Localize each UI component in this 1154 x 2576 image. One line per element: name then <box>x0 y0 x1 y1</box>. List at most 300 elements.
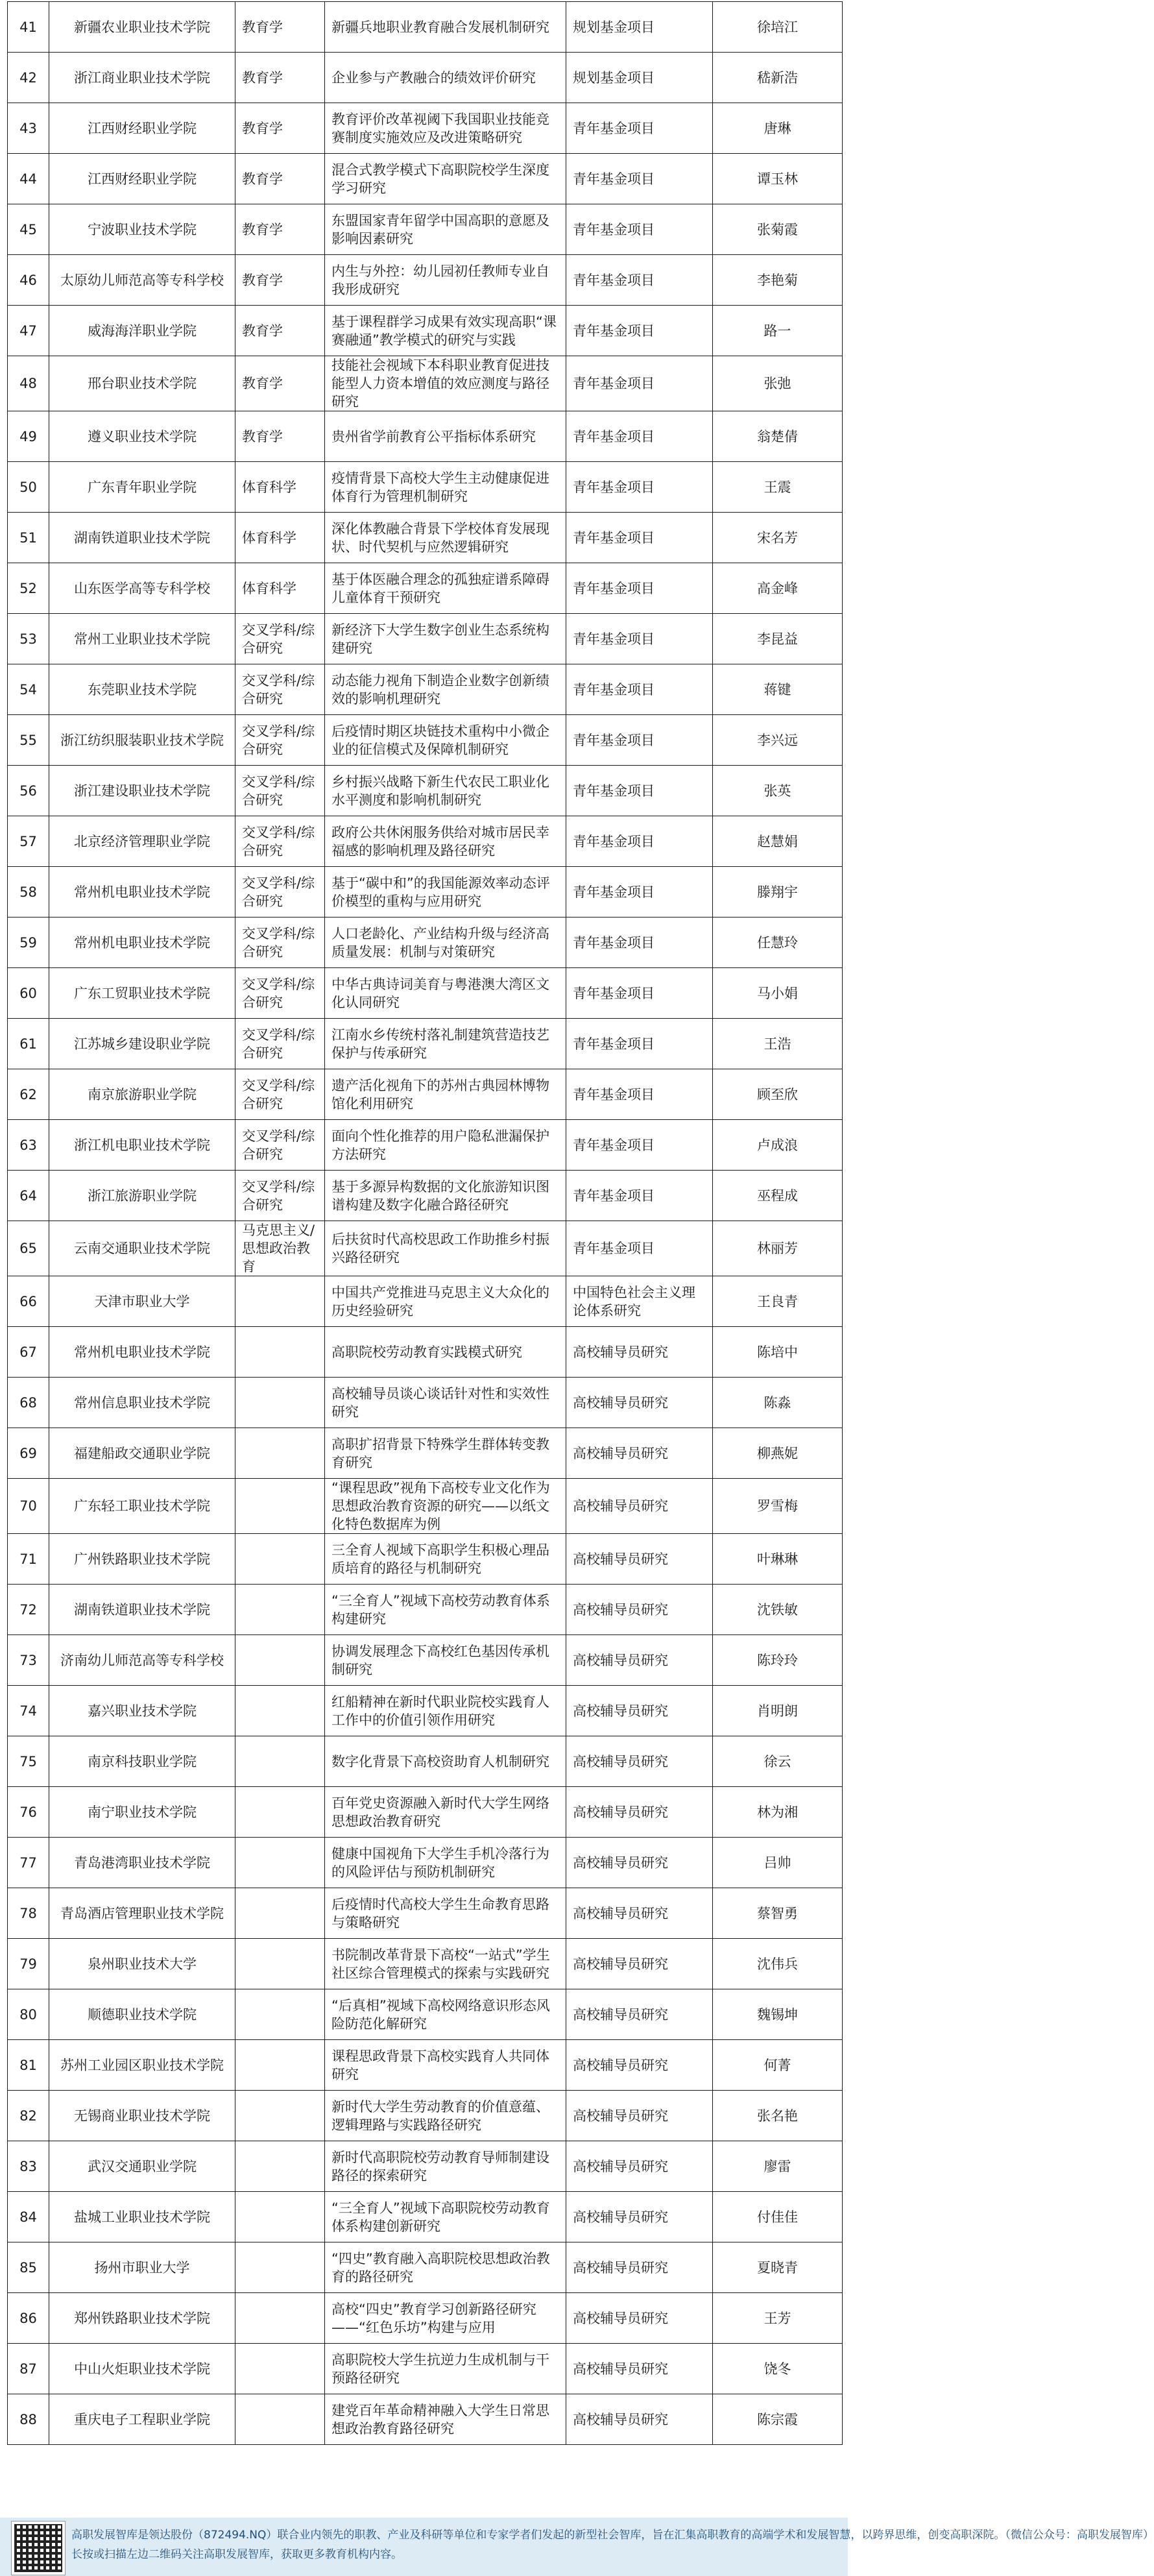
project-type: 青年基金项目 <box>566 715 713 766</box>
principal-investigator: 夏晓青 <box>713 2242 843 2293</box>
principal-investigator: 巫程成 <box>713 1171 843 1221</box>
discipline <box>235 1838 325 1888</box>
principal-investigator: 李艳菊 <box>713 255 843 306</box>
row-number: 55 <box>8 715 49 766</box>
project-title: 后扶贫时代高校思政工作助推乡村振兴路径研究 <box>325 1221 566 1276</box>
table-row <box>8 968 843 1019</box>
principal-investigator: 王良青 <box>713 1276 843 1327</box>
table-row <box>8 1736 843 1787</box>
project-type: 高校辅导员研究 <box>566 2293 713 2344</box>
principal-investigator: 蒋键 <box>713 664 843 715</box>
project-title: 健康中国视角下大学生手机冷落行为的风险评估与预防机制研究 <box>325 1838 566 1888</box>
project-type: 青年基金项目 <box>566 154 713 204</box>
row-number: 59 <box>8 917 49 968</box>
school-name: 威海海洋职业学院 <box>49 306 235 356</box>
principal-investigator: 路一 <box>713 306 843 356</box>
table-row <box>8 1585 843 1635</box>
project-type: 青年基金项目 <box>566 1019 713 1069</box>
principal-investigator: 翁楚倩 <box>713 411 843 462</box>
table-row <box>8 2040 843 2091</box>
project-type: 青年基金项目 <box>566 411 713 462</box>
project-type: 高校辅导员研究 <box>566 2091 713 2141</box>
project-type: 高校辅导员研究 <box>566 1686 713 1736</box>
project-title: 新时代高职院校劳动教育导师制建设路径的探索研究 <box>325 2141 566 2192</box>
row-number: 43 <box>8 103 49 154</box>
discipline: 交叉学科/综合研究 <box>235 715 325 766</box>
project-title: 教育评价改革视阈下我国职业技能竞赛制度实施效应及改进策略研究 <box>325 103 566 154</box>
principal-investigator: 廖雷 <box>713 2141 843 2192</box>
row-number: 50 <box>8 462 49 513</box>
project-title: 混合式教学模式下高职院校学生深度学习研究 <box>325 154 566 204</box>
table-row <box>8 1838 843 1888</box>
row-number: 63 <box>8 1120 49 1171</box>
discipline <box>235 1534 325 1585</box>
school-name: 江西财经职业学院 <box>49 154 235 204</box>
principal-investigator: 李兴远 <box>713 715 843 766</box>
project-type: 高校辅导员研究 <box>566 2192 713 2242</box>
principal-investigator: 嵇新浩 <box>713 53 843 103</box>
school-name: 浙江纺织服装职业技术学院 <box>49 715 235 766</box>
row-number: 56 <box>8 766 49 816</box>
project-type: 高校辅导员研究 <box>566 1787 713 1838</box>
discipline <box>235 2091 325 2141</box>
table-row <box>8 766 843 816</box>
school-name: 遵义职业技术学院 <box>49 411 235 462</box>
discipline <box>235 1585 325 1635</box>
table-row <box>8 917 843 968</box>
table-row <box>8 1378 843 1428</box>
school-name: 济南幼儿师范高等专科学校 <box>49 1635 235 1686</box>
project-type: 青年基金项目 <box>566 867 713 917</box>
project-type: 青年基金项目 <box>566 614 713 664</box>
table-row <box>8 1787 843 1838</box>
row-number: 44 <box>8 154 49 204</box>
principal-investigator: 张弛 <box>713 356 843 411</box>
school-name: 中山火炬职业技术学院 <box>49 2344 235 2394</box>
project-title: “三全育人”视域下高校劳动教育体系构建研究 <box>325 1585 566 1635</box>
table-row <box>8 1069 843 1120</box>
row-number: 42 <box>8 53 49 103</box>
project-title: 疫情背景下高校大学生主动健康促进体育行为管理机制研究 <box>325 462 566 513</box>
project-title: 高职扩招背景下特殊学生群体转变教育研究 <box>325 1428 566 1479</box>
table-row <box>8 356 843 411</box>
qr-code-icon[interactable] <box>12 2521 65 2575</box>
principal-investigator: 沈伟兵 <box>713 1939 843 1989</box>
table-row <box>8 664 843 715</box>
row-number: 85 <box>8 2242 49 2293</box>
discipline: 交叉学科/综合研究 <box>235 1069 325 1120</box>
project-type: 高校辅导员研究 <box>566 1838 713 1888</box>
project-type: 青年基金项目 <box>566 204 713 255</box>
project-title: 人口老龄化、产业结构升级与经济高质量发展：机制与对策研究 <box>325 917 566 968</box>
principal-investigator: 张菊霞 <box>713 204 843 255</box>
table-row <box>8 715 843 766</box>
table-row <box>8 1120 843 1171</box>
table-row <box>8 462 843 513</box>
project-title: 政府公共休闲服务供给对城市居民幸福感的影响机理及路径研究 <box>325 816 566 867</box>
discipline <box>235 2040 325 2091</box>
table-row <box>8 1479 843 1534</box>
school-name: 常州信息职业技术学院 <box>49 1378 235 1428</box>
row-number: 52 <box>8 563 49 614</box>
principal-investigator: 顾至欣 <box>713 1069 843 1120</box>
project-type: 青年基金项目 <box>566 103 713 154</box>
project-type: 青年基金项目 <box>566 1120 713 1171</box>
row-number: 76 <box>8 1787 49 1838</box>
discipline: 交叉学科/综合研究 <box>235 614 325 664</box>
discipline: 教育学 <box>235 411 325 462</box>
project-title: “三全育人”视域下高职院校劳动教育体系构建创新研究 <box>325 2192 566 2242</box>
row-number: 73 <box>8 1635 49 1686</box>
school-name: 南京旅游职业学院 <box>49 1069 235 1120</box>
row-number: 67 <box>8 1327 49 1378</box>
principal-investigator: 王浩 <box>713 1019 843 1069</box>
row-number: 88 <box>8 2394 49 2445</box>
principal-investigator: 唐琳 <box>713 103 843 154</box>
principal-investigator: 马小娟 <box>713 968 843 1019</box>
school-name: 福建船政交通职业学院 <box>49 1428 235 1479</box>
row-number: 65 <box>8 1221 49 1276</box>
row-number: 81 <box>8 2040 49 2091</box>
row-number: 60 <box>8 968 49 1019</box>
project-title: 动态能力视角下制造企业数字创新绩效的影响机理研究 <box>325 664 566 715</box>
discipline: 教育学 <box>235 255 325 306</box>
principal-investigator: 滕翔宇 <box>713 867 843 917</box>
table-row <box>8 2242 843 2293</box>
principal-investigator: 陈淼 <box>713 1378 843 1428</box>
principal-investigator: 陈玲玲 <box>713 1635 843 1686</box>
project-title: 技能社会视域下本科职业教育促进技能型人力资本增值的效应测度与路径研究 <box>325 356 566 411</box>
school-name: 云南交通职业技术学院 <box>49 1221 235 1276</box>
project-type: 青年基金项目 <box>566 513 713 563</box>
discipline <box>235 1428 325 1479</box>
project-type: 高校辅导员研究 <box>566 1635 713 1686</box>
school-name: 广东轻工职业技术学院 <box>49 1479 235 1534</box>
row-number: 79 <box>8 1939 49 1989</box>
project-type: 青年基金项目 <box>566 766 713 816</box>
school-name: 北京经济管理职业学院 <box>49 816 235 867</box>
project-title: 高校辅导员谈心谈话针对性和实效性研究 <box>325 1378 566 1428</box>
table-row <box>8 1276 843 1327</box>
project-table <box>7 1 843 2445</box>
project-title: 高职院校劳动教育实践模式研究 <box>325 1327 566 1378</box>
discipline <box>235 1378 325 1428</box>
row-number: 53 <box>8 614 49 664</box>
discipline <box>235 2192 325 2242</box>
project-title: 基于“碳中和”的我国能源效率动态评价模型的重构与应用研究 <box>325 867 566 917</box>
table-row <box>8 53 843 103</box>
discipline <box>235 2141 325 2192</box>
principal-investigator: 谭玉林 <box>713 154 843 204</box>
project-type: 高校辅导员研究 <box>566 1736 713 1787</box>
row-number: 71 <box>8 1534 49 1585</box>
principal-investigator: 林丽芳 <box>713 1221 843 1276</box>
table-row <box>8 1019 843 1069</box>
project-title: 红船精神在新时代职业院校实践育人工作中的价值引领作用研究 <box>325 1686 566 1736</box>
discipline: 体育科学 <box>235 462 325 513</box>
project-type: 青年基金项目 <box>566 462 713 513</box>
project-type: 高校辅导员研究 <box>566 1585 713 1635</box>
principal-investigator: 李昆益 <box>713 614 843 664</box>
row-number: 69 <box>8 1428 49 1479</box>
table-row <box>8 204 843 255</box>
project-table-body <box>8 2 843 2445</box>
project-title: 书院制改革背景下高校“一站式”学生社区综合管理模式的探索与实践研究 <box>325 1939 566 1989</box>
discipline <box>235 2394 325 2445</box>
discipline: 交叉学科/综合研究 <box>235 664 325 715</box>
principal-investigator: 柳燕妮 <box>713 1428 843 1479</box>
row-number: 75 <box>8 1736 49 1787</box>
table-row <box>8 563 843 614</box>
school-name: 南宁职业技术学院 <box>49 1787 235 1838</box>
school-name: 重庆电子工程职业学院 <box>49 2394 235 2445</box>
discipline: 教育学 <box>235 306 325 356</box>
principal-investigator: 饶冬 <box>713 2344 843 2394</box>
row-number: 77 <box>8 1838 49 1888</box>
school-name: 湖南铁道职业技术学院 <box>49 1585 235 1635</box>
project-title: 深化体教融合背景下学校体育发展现状、时代契机与应然逻辑研究 <box>325 513 566 563</box>
discipline: 教育学 <box>235 204 325 255</box>
discipline: 教育学 <box>235 2 325 53</box>
school-name: 广州铁路职业技术学院 <box>49 1534 235 1585</box>
project-title: 后疫情时期区块链技术重构中小微企业的征信模式及保障机制研究 <box>325 715 566 766</box>
discipline: 交叉学科/综合研究 <box>235 968 325 1019</box>
discipline <box>235 1686 325 1736</box>
principal-investigator: 王震 <box>713 462 843 513</box>
row-number: 54 <box>8 664 49 715</box>
discipline <box>235 1888 325 1939</box>
row-number: 47 <box>8 306 49 356</box>
school-name: 常州机电职业技术学院 <box>49 1327 235 1378</box>
project-title: 东盟国家青年留学中国高职的意愿及影响因素研究 <box>325 204 566 255</box>
project-title: 新疆兵地职业教育融合发展机制研究 <box>325 2 566 53</box>
project-title: 数字化背景下高校资助育人机制研究 <box>325 1736 566 1787</box>
project-title: 高校“四史”教育学习创新路径研究——“红色乐坊”构建与应用 <box>325 2293 566 2344</box>
principal-investigator: 陈宗霞 <box>713 2394 843 2445</box>
row-number: 87 <box>8 2344 49 2394</box>
table-row <box>8 1939 843 1989</box>
principal-investigator: 高金峰 <box>713 563 843 614</box>
school-name: 浙江旅游职业学院 <box>49 1171 235 1221</box>
discipline: 交叉学科/综合研究 <box>235 766 325 816</box>
school-name: 太原幼儿师范高等专科学校 <box>49 255 235 306</box>
project-type: 青年基金项目 <box>566 306 713 356</box>
school-name: 广东工贸职业技术学院 <box>49 968 235 1019</box>
project-type: 高校辅导员研究 <box>566 1378 713 1428</box>
school-name: 嘉兴职业技术学院 <box>49 1686 235 1736</box>
discipline: 教育学 <box>235 356 325 411</box>
project-type: 高校辅导员研究 <box>566 1534 713 1585</box>
school-name: 南京科技职业学院 <box>49 1736 235 1787</box>
row-number: 41 <box>8 2 49 53</box>
school-name: 常州机电职业技术学院 <box>49 867 235 917</box>
principal-investigator: 吕帅 <box>713 1838 843 1888</box>
discipline <box>235 1939 325 1989</box>
discipline <box>235 1276 325 1327</box>
footer-text <box>71 2525 1154 2564</box>
footer-banner <box>0 2518 1154 2576</box>
principal-investigator: 徐培江 <box>713 2 843 53</box>
principal-investigator: 陈培中 <box>713 1327 843 1378</box>
row-number: 61 <box>8 1019 49 1069</box>
table-row <box>8 1686 843 1736</box>
table-row <box>8 2293 843 2344</box>
project-type: 青年基金项目 <box>566 816 713 867</box>
school-name: 盐城工业职业技术学院 <box>49 2192 235 2242</box>
table-row <box>8 614 843 664</box>
table-row <box>8 1635 843 1686</box>
principal-investigator: 林为湘 <box>713 1787 843 1838</box>
discipline: 交叉学科/综合研究 <box>235 1019 325 1069</box>
project-type: 高校辅导员研究 <box>566 1479 713 1534</box>
project-title: 新时代大学生劳动教育的价值意蕴、逻辑理路与实践路径研究 <box>325 2091 566 2141</box>
row-number: 64 <box>8 1171 49 1221</box>
table-row <box>8 306 843 356</box>
project-type: 高校辅导员研究 <box>566 2141 713 2192</box>
discipline: 教育学 <box>235 103 325 154</box>
principal-investigator: 何菁 <box>713 2040 843 2091</box>
project-type: 高校辅导员研究 <box>566 1327 713 1378</box>
table-row <box>8 103 843 154</box>
project-title: 新经济下大学生数字创业生态系统构建研究 <box>325 614 566 664</box>
project-type: 中国特色社会主义理论体系研究 <box>566 1276 713 1327</box>
table-row <box>8 2 843 53</box>
table-row <box>8 2344 843 2394</box>
school-name: 扬州市职业大学 <box>49 2242 235 2293</box>
project-type: 规划基金项目 <box>566 2 713 53</box>
project-title: 遗产活化视角下的苏州古典园林博物馆化利用研究 <box>325 1069 566 1120</box>
principal-investigator: 蔡智勇 <box>713 1888 843 1939</box>
project-type: 青年基金项目 <box>566 968 713 1019</box>
row-number: 78 <box>8 1888 49 1939</box>
principal-investigator: 王芳 <box>713 2293 843 2344</box>
discipline <box>235 2242 325 2293</box>
table-row <box>8 2141 843 2192</box>
project-title: “四史”教育融入高职院校思想政治教育的路径研究 <box>325 2242 566 2293</box>
project-type: 高校辅导员研究 <box>566 2394 713 2445</box>
discipline: 教育学 <box>235 53 325 103</box>
principal-investigator: 徐云 <box>713 1736 843 1787</box>
row-number: 84 <box>8 2192 49 2242</box>
school-name: 青岛港湾职业技术学院 <box>49 1838 235 1888</box>
row-number: 58 <box>8 867 49 917</box>
project-title: 江南水乡传统村落礼制建筑营造技艺保护与传承研究 <box>325 1019 566 1069</box>
project-title: 基于课程群学习成果有效实现高职“课赛融通”教学模式的研究与实践 <box>325 306 566 356</box>
school-name: 常州机电职业技术学院 <box>49 917 235 968</box>
project-type: 高校辅导员研究 <box>566 2242 713 2293</box>
row-number: 80 <box>8 1989 49 2040</box>
project-type: 青年基金项目 <box>566 356 713 411</box>
row-number: 51 <box>8 513 49 563</box>
table-row <box>8 1534 843 1585</box>
project-title: 建党百年革命精神融入大学生日常思想政治教育路径研究 <box>325 2394 566 2445</box>
school-name: 宁波职业技术学院 <box>49 204 235 255</box>
school-name: 东莞职业技术学院 <box>49 664 235 715</box>
principal-investigator: 肖明朗 <box>713 1686 843 1736</box>
row-number: 83 <box>8 2141 49 2192</box>
table-row <box>8 1221 843 1276</box>
row-number: 70 <box>8 1479 49 1534</box>
table-row <box>8 255 843 306</box>
school-name: 泉州职业技术大学 <box>49 1939 235 1989</box>
school-name: 广东青年职业学院 <box>49 462 235 513</box>
project-type: 规划基金项目 <box>566 53 713 103</box>
principal-investigator: 赵慧娟 <box>713 816 843 867</box>
table-row <box>8 867 843 917</box>
project-title: 协调发展理念下高校红色基因传承机制研究 <box>325 1635 566 1686</box>
discipline <box>235 1635 325 1686</box>
table-row <box>8 154 843 204</box>
school-name: 无锡商业职业技术学院 <box>49 2091 235 2141</box>
table-row <box>8 2091 843 2141</box>
school-name: 浙江建设职业技术学院 <box>49 766 235 816</box>
project-type: 高校辅导员研究 <box>566 1428 713 1479</box>
project-type: 高校辅导员研究 <box>566 2344 713 2394</box>
table-row <box>8 1171 843 1221</box>
project-title: 课程思政背景下高校实践育人共同体研究 <box>325 2040 566 2091</box>
school-name: 江苏城乡建设职业学院 <box>49 1019 235 1069</box>
principal-investigator: 付佳佳 <box>713 2192 843 2242</box>
project-title: 企业参与产教融合的绩效评价研究 <box>325 53 566 103</box>
school-name: 顺德职业技术学院 <box>49 1989 235 2040</box>
table-row <box>8 816 843 867</box>
discipline: 体育科学 <box>235 513 325 563</box>
principal-investigator: 沈铁敏 <box>713 1585 843 1635</box>
table-row <box>8 1888 843 1939</box>
discipline <box>235 1736 325 1787</box>
principal-investigator: 卢成浪 <box>713 1120 843 1171</box>
project-title: 面向个性化推荐的用户隐私泄漏保护方法研究 <box>325 1120 566 1171</box>
discipline: 交叉学科/综合研究 <box>235 917 325 968</box>
project-type: 青年基金项目 <box>566 917 713 968</box>
project-title: 贵州省学前教育公平指标体系研究 <box>325 411 566 462</box>
discipline <box>235 1787 325 1838</box>
table-row <box>8 411 843 462</box>
row-number: 74 <box>8 1686 49 1736</box>
principal-investigator: 张名艳 <box>713 2091 843 2141</box>
discipline <box>235 2344 325 2394</box>
principal-investigator: 魏锡坤 <box>713 1989 843 2040</box>
table-row <box>8 1327 843 1378</box>
discipline <box>235 1327 325 1378</box>
project-title: 百年党史资源融入新时代大学生网络思想政治教育研究 <box>325 1787 566 1838</box>
table-row <box>8 1989 843 2040</box>
discipline <box>235 1479 325 1534</box>
project-title: 中国共产党推进马克思主义大众化的历史经验研究 <box>325 1276 566 1327</box>
discipline: 交叉学科/综合研究 <box>235 816 325 867</box>
school-name: 青岛酒店管理职业技术学院 <box>49 1888 235 1939</box>
table-row <box>8 2192 843 2242</box>
project-type: 高校辅导员研究 <box>566 1989 713 2040</box>
discipline: 交叉学科/综合研究 <box>235 867 325 917</box>
project-title: 乡村振兴战略下新生代农民工职业化水平测度和影响机制研究 <box>325 766 566 816</box>
row-number: 72 <box>8 1585 49 1635</box>
principal-investigator: 张英 <box>713 766 843 816</box>
school-name: 湖南铁道职业技术学院 <box>49 513 235 563</box>
row-number: 66 <box>8 1276 49 1327</box>
discipline: 交叉学科/综合研究 <box>235 1120 325 1171</box>
discipline: 马克思主义/思想政治教育 <box>235 1221 325 1276</box>
table-row <box>8 2394 843 2445</box>
footer-line-2: 长按或扫描左边二维码关注高职发展智库，获取更多教育机构内容。 <box>71 2548 402 2561</box>
principal-investigator: 宋名芳 <box>713 513 843 563</box>
row-number: 57 <box>8 816 49 867</box>
project-title: 三全育人视域下高职学生积极心理品质培育的路径与机制研究 <box>325 1534 566 1585</box>
discipline: 教育学 <box>235 154 325 204</box>
project-title: 中华古典诗词美育与粤港澳大湾区文化认同研究 <box>325 968 566 1019</box>
row-number: 68 <box>8 1378 49 1428</box>
project-type: 高校辅导员研究 <box>566 1888 713 1939</box>
